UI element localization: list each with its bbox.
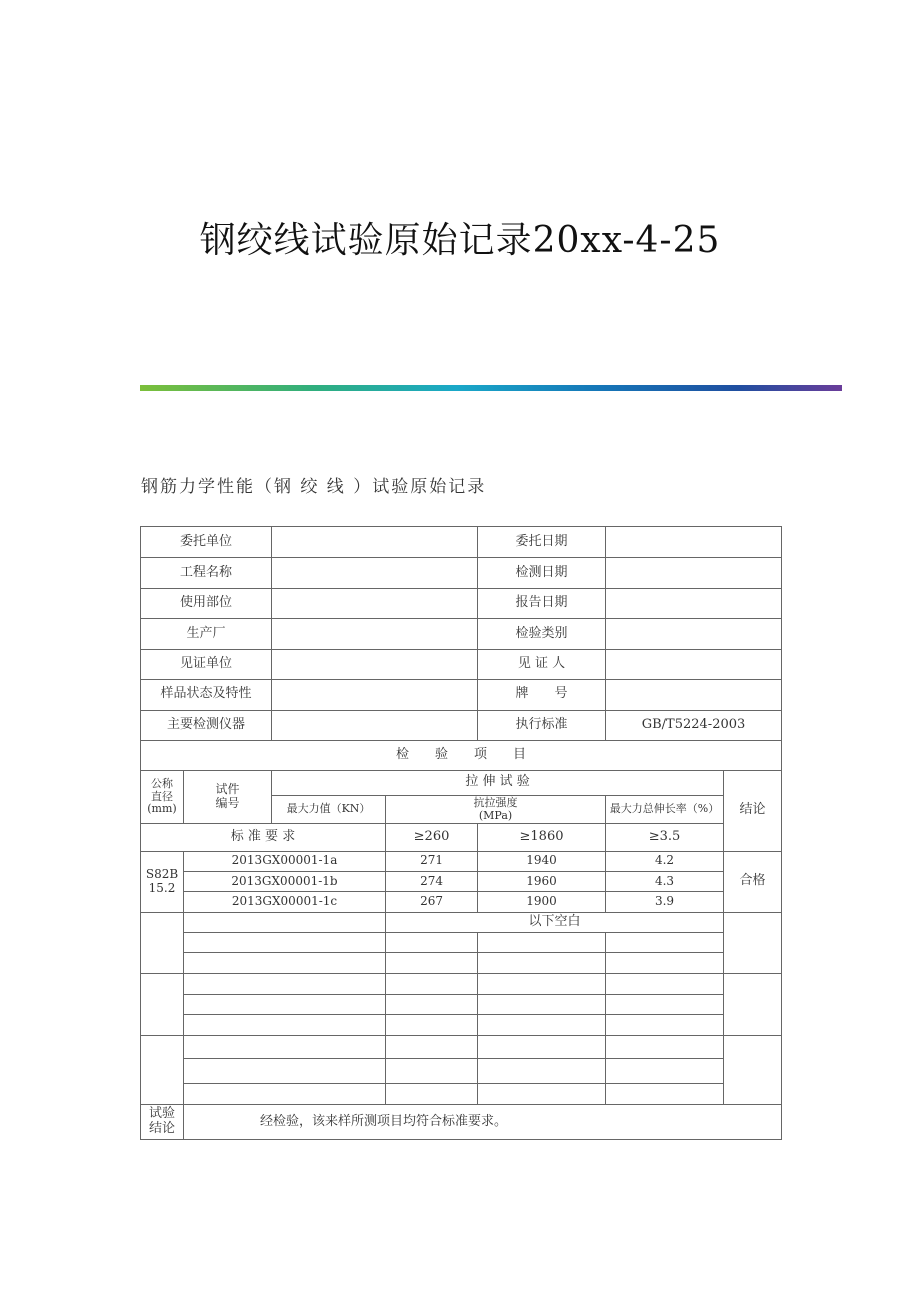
blank-spec xyxy=(141,974,184,1036)
label-test-category: 检验类别 xyxy=(478,619,606,649)
label-witness-unit: 见证单位 xyxy=(141,649,272,679)
label-test-date: 检测日期 xyxy=(478,558,606,588)
blank-row xyxy=(141,1015,782,1036)
value-witness-unit[interactable] xyxy=(272,649,478,679)
label-entrust-unit: 委托单位 xyxy=(141,527,272,558)
info-row xyxy=(141,710,782,740)
value-main-instrument[interactable] xyxy=(272,710,478,740)
blank-cell xyxy=(386,1036,478,1058)
blank-result xyxy=(724,1036,782,1105)
blank-cell xyxy=(606,994,724,1014)
blank-cell xyxy=(386,974,478,994)
std-tensile-strength: ≥1860 xyxy=(478,824,606,851)
blank-cell xyxy=(184,994,386,1014)
blank-cell xyxy=(478,1036,606,1058)
label-brand: 牌 号 xyxy=(478,680,606,710)
blank-cell xyxy=(478,932,606,952)
blank-row xyxy=(141,994,782,1014)
label-main-instrument: 主要检测仪器 xyxy=(141,710,272,740)
col-conclusion: 结论 xyxy=(724,770,782,851)
blank-cell xyxy=(606,953,724,974)
document-title: 钢绞线试验原始记录20xx-4-25 xyxy=(199,220,721,261)
value-project-name[interactable] xyxy=(272,558,478,588)
value-use-location[interactable] xyxy=(272,588,478,618)
standard-row xyxy=(141,824,782,851)
blank-row xyxy=(141,912,782,932)
blank-cell xyxy=(386,1084,478,1105)
header-row xyxy=(141,770,782,795)
blank-cell xyxy=(606,1015,724,1036)
blank-spec xyxy=(141,1036,184,1105)
table-row xyxy=(141,871,782,891)
value-report-date[interactable] xyxy=(606,588,782,618)
label-project-name: 工程名称 xyxy=(141,558,272,588)
std-max-force: ≥260 xyxy=(386,824,478,851)
blank-cell xyxy=(386,932,478,952)
info-row xyxy=(141,649,782,679)
blank-cell xyxy=(606,1058,724,1083)
blank-cell xyxy=(606,1084,724,1105)
col-specimen: 试件 编号 xyxy=(184,770,272,824)
tensile-strength-value: 1940 xyxy=(478,851,606,871)
gradient-divider xyxy=(140,385,842,391)
col-diameter: 公称 直径 (mm) xyxy=(141,770,184,824)
section-heading: 钢筋力学性能（钢 绞 线 ）试验原始记录 xyxy=(141,477,487,497)
value-entrust-date[interactable] xyxy=(606,527,782,558)
blank-cell xyxy=(184,912,386,932)
tensile-strength-value: 1960 xyxy=(478,871,606,891)
blank-cell xyxy=(184,1058,386,1083)
blank-row xyxy=(141,1058,782,1083)
label-sample-status: 样品状态及特性 xyxy=(141,680,272,710)
value-witness[interactable] xyxy=(606,649,782,679)
test-record-table xyxy=(140,526,782,1140)
blank-spec xyxy=(141,912,184,974)
blank-cell xyxy=(606,1036,724,1058)
blank-cell xyxy=(386,1058,478,1083)
blank-cell xyxy=(386,1015,478,1036)
specimen-id: 2013GX00001-1a xyxy=(184,851,386,871)
tensile-strength-value: 1900 xyxy=(478,892,606,912)
blank-cell xyxy=(478,974,606,994)
value-exec-standard: GB/T5224-2003 xyxy=(606,710,782,740)
blank-cell xyxy=(478,1058,606,1083)
conclusion-row xyxy=(141,1105,782,1140)
blank-cell xyxy=(184,1036,386,1058)
blank-cell xyxy=(184,953,386,974)
col-tensile-strength: 抗拉强度 (MPa) xyxy=(386,795,606,823)
value-manufacturer[interactable] xyxy=(272,619,478,649)
info-row xyxy=(141,588,782,618)
col-elongation: 最大力总伸长率（%） xyxy=(606,795,724,823)
blank-result xyxy=(724,912,782,974)
info-row xyxy=(141,619,782,649)
table-row xyxy=(141,851,782,871)
table-row xyxy=(141,892,782,912)
tensile-test-title: 拉 伸 试 验 xyxy=(272,770,724,795)
max-force-value: 267 xyxy=(386,892,478,912)
info-row xyxy=(141,527,782,558)
info-row xyxy=(141,558,782,588)
blank-row xyxy=(141,1084,782,1105)
conclusion-text: 经检验，该来样所测项目均符合标准要求。 xyxy=(184,1105,782,1140)
specimen-id: 2013GX00001-1b xyxy=(184,871,386,891)
blank-row xyxy=(141,1036,782,1058)
blank-cell xyxy=(184,1015,386,1036)
value-test-date[interactable] xyxy=(606,558,782,588)
section-title-row xyxy=(141,741,782,770)
label-entrust-date: 委托日期 xyxy=(478,527,606,558)
value-test-category[interactable] xyxy=(606,619,782,649)
blank-cell xyxy=(478,994,606,1014)
blank-cell xyxy=(478,1015,606,1036)
test-items-title: 检 验 项 目 xyxy=(141,741,782,770)
std-elongation: ≥3.5 xyxy=(606,824,724,851)
elongation-value: 4.3 xyxy=(606,871,724,891)
label-report-date: 报告日期 xyxy=(478,588,606,618)
specimen-id: 2013GX00001-1c xyxy=(184,892,386,912)
blank-cell xyxy=(184,932,386,952)
blank-cell xyxy=(386,953,478,974)
blank-note: 以下空白 xyxy=(386,912,724,932)
value-sample-status[interactable] xyxy=(272,680,478,710)
elongation-value: 3.9 xyxy=(606,892,724,912)
max-force-value: 274 xyxy=(386,871,478,891)
blank-cell xyxy=(478,953,606,974)
blank-cell xyxy=(606,932,724,952)
blank-row xyxy=(141,932,782,952)
info-row xyxy=(141,680,782,710)
max-force-value: 271 xyxy=(386,851,478,871)
blank-result xyxy=(724,974,782,1036)
group-spec: S82B 15.2 xyxy=(141,851,184,912)
col-max-force: 最大力值（KN） xyxy=(272,795,386,823)
blank-cell xyxy=(478,1084,606,1105)
blank-cell xyxy=(184,1084,386,1105)
group-result: 合格 xyxy=(724,851,782,912)
blank-cell xyxy=(184,974,386,994)
value-entrust-unit[interactable] xyxy=(272,527,478,558)
standard-label: 标 准 要 求 xyxy=(141,824,386,851)
label-exec-standard: 执行标准 xyxy=(478,710,606,740)
elongation-value: 4.2 xyxy=(606,851,724,871)
blank-cell xyxy=(386,994,478,1014)
value-brand[interactable] xyxy=(606,680,782,710)
label-manufacturer: 生产厂 xyxy=(141,619,272,649)
blank-cell xyxy=(606,974,724,994)
blank-row xyxy=(141,974,782,994)
label-witness: 见 证 人 xyxy=(478,649,606,679)
label-use-location: 使用部位 xyxy=(141,588,272,618)
conclusion-label: 试验 结论 xyxy=(141,1105,184,1140)
blank-row xyxy=(141,953,782,974)
